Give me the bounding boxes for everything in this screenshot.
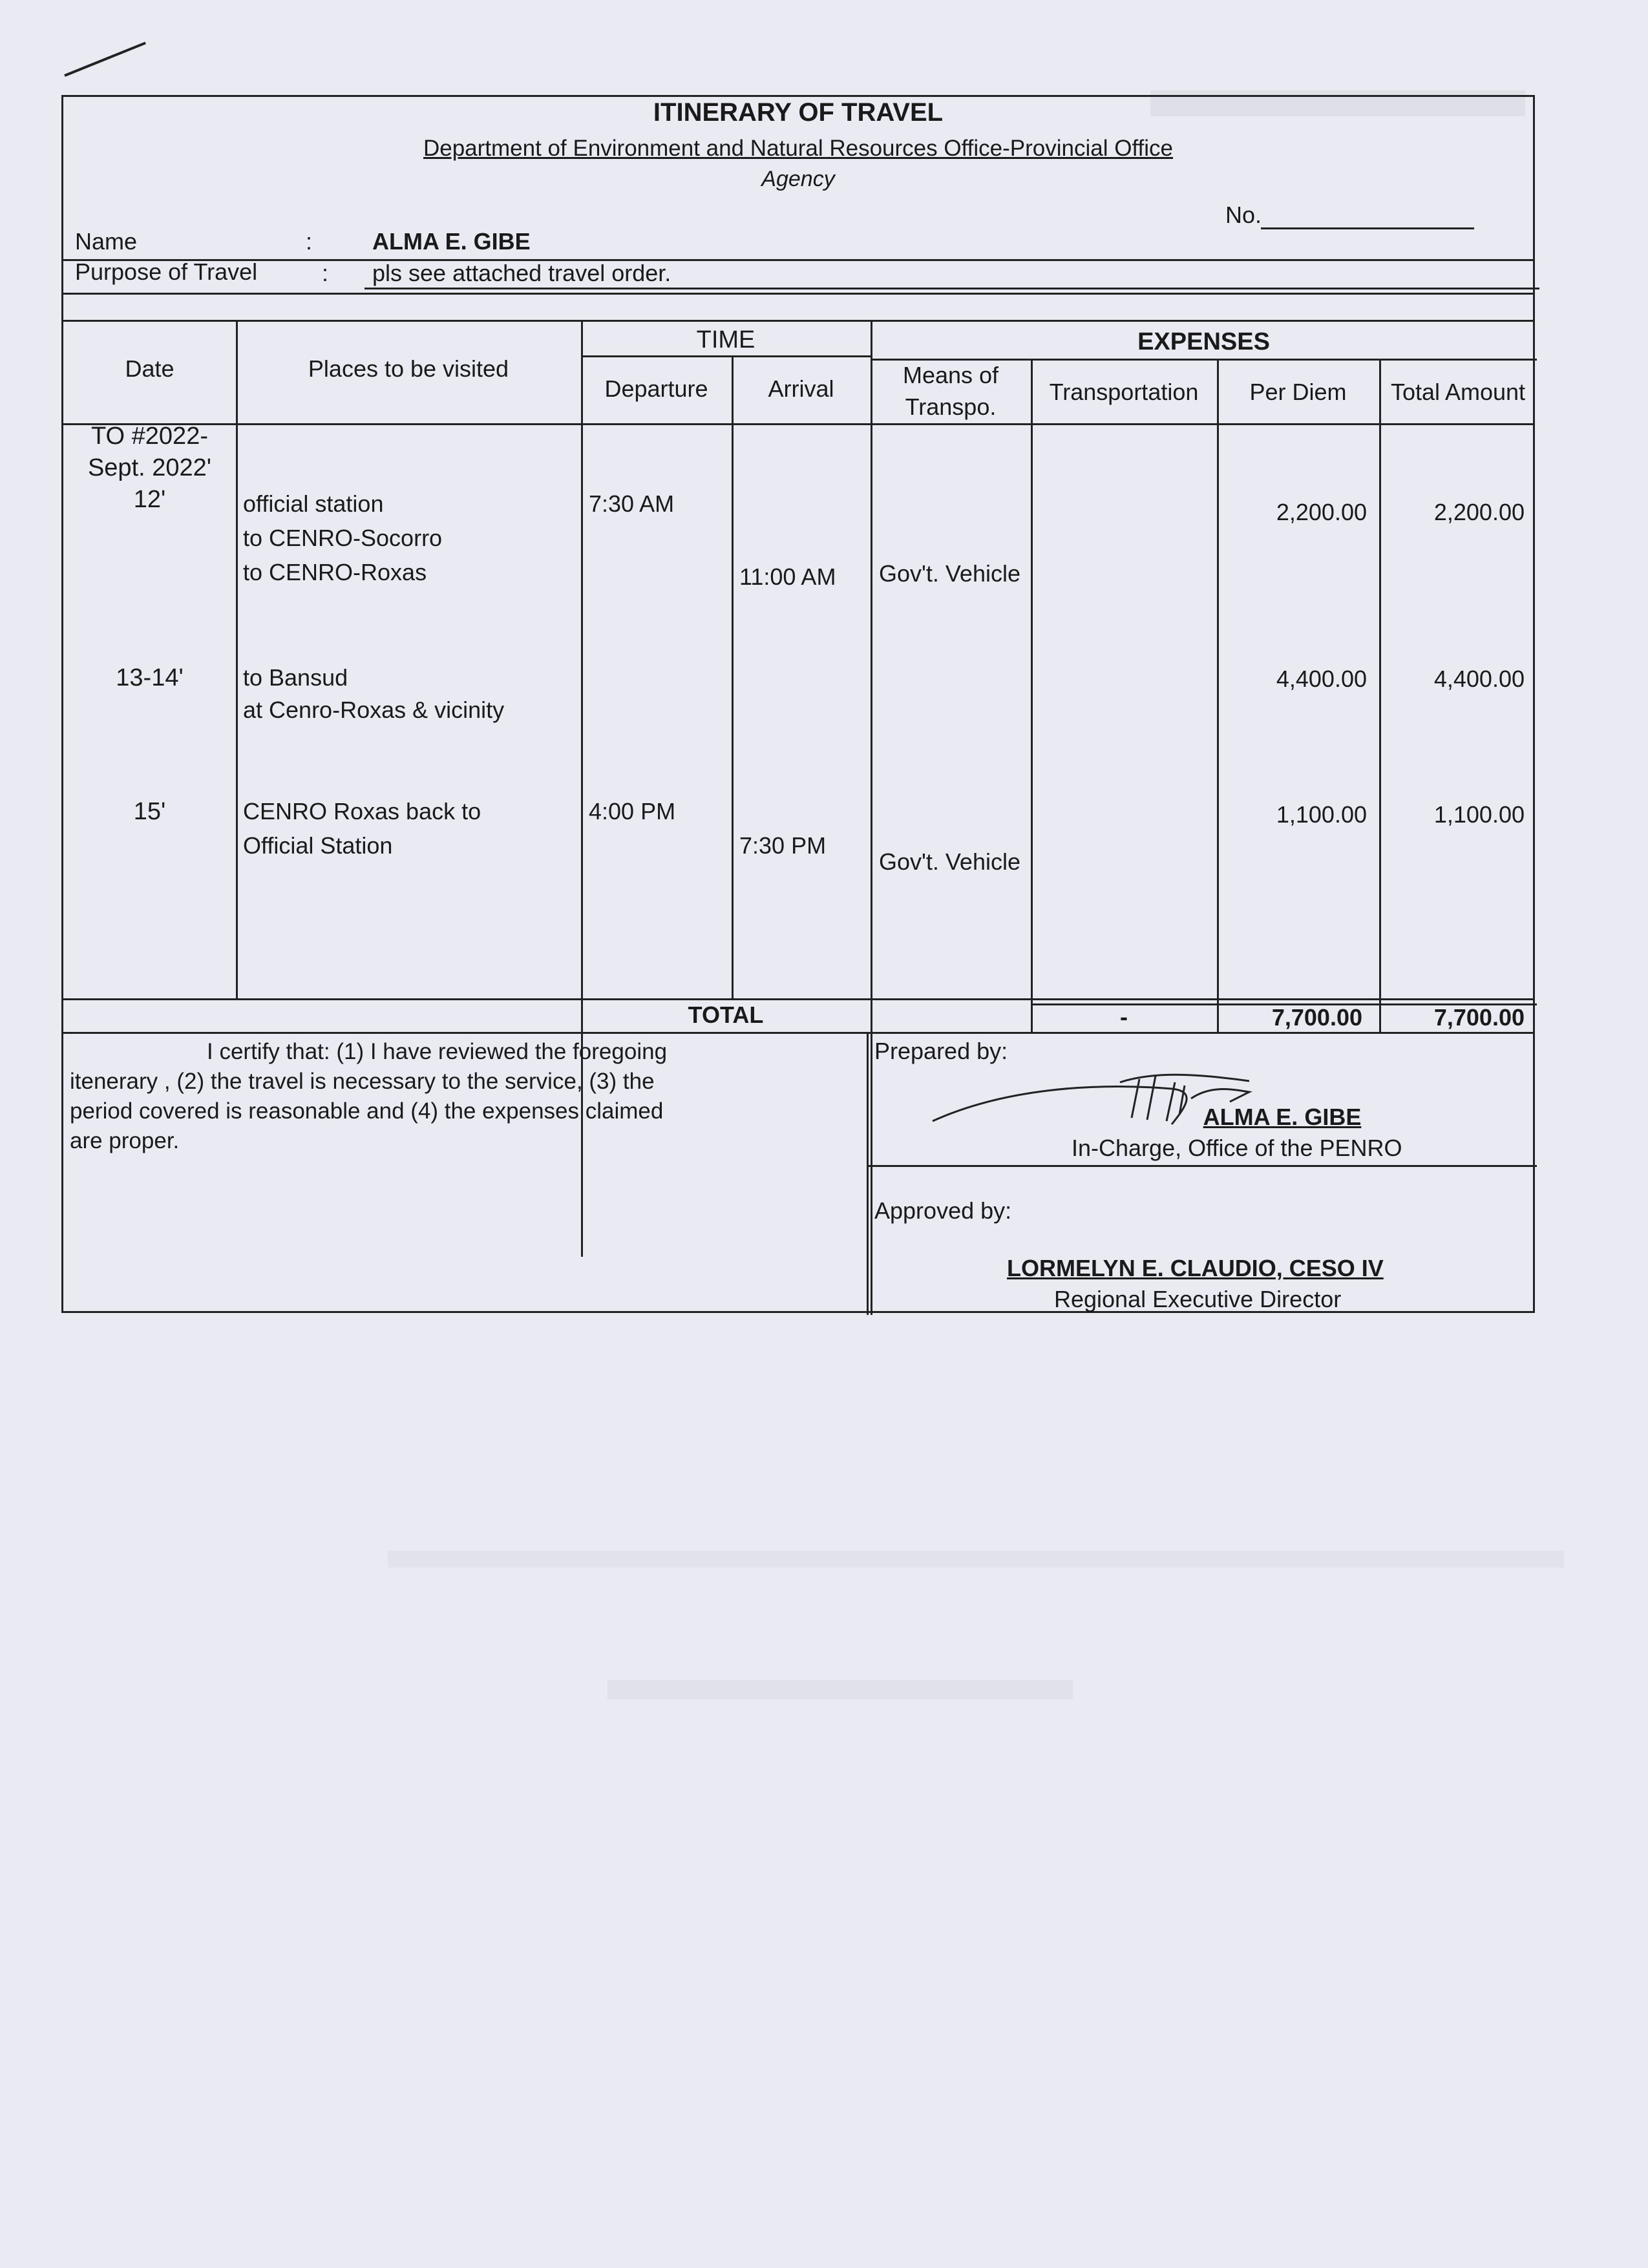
- signature-divider: [867, 1032, 869, 1315]
- no-line: [1261, 227, 1474, 229]
- row3-total: 1,100.00: [1433, 801, 1525, 828]
- row3-arrival: 7:30 PM: [739, 832, 827, 859]
- col-places: Places to be visited: [308, 355, 509, 382]
- expenses-rule: [871, 359, 1537, 361]
- total-bottom-rule: [63, 1032, 1533, 1034]
- col-divider: [236, 320, 238, 998]
- total-top-rule: [63, 998, 1533, 1000]
- row3-per-diem: 1,100.00: [1276, 801, 1367, 828]
- certification-line: are proper.: [70, 1128, 180, 1153]
- row2-place: at Cenro-Roxas & vicinity: [243, 697, 505, 723]
- approved-position: Regional Executive Director: [1054, 1286, 1342, 1312]
- approved-name: LORMELYN E. CLAUDIO, CESO IV: [1007, 1255, 1384, 1281]
- row3-means: Gov't. Vehicle: [879, 848, 1020, 875]
- col-means-1: Means of: [902, 362, 999, 388]
- certification-line: I certify that: (1) I have reviewed the foregoing: [207, 1039, 668, 1064]
- row3-departure: 4:00 PM: [589, 798, 676, 824]
- agency-label: Agency: [761, 167, 835, 191]
- table-top-rule: [63, 320, 1533, 322]
- col-divider: [1379, 359, 1381, 1032]
- name-value: ALMA E. GIBE: [372, 228, 531, 255]
- prepared-name: ALMA E. GIBE: [1203, 1104, 1362, 1130]
- row3-place: Official Station: [243, 832, 393, 859]
- row1-date-line1: TO #2022-: [91, 423, 208, 450]
- name-rule: [63, 259, 1533, 261]
- name-colon: :: [306, 228, 313, 255]
- row1-place: official station: [243, 490, 384, 517]
- total-amount: 7,700.00: [1433, 1004, 1525, 1031]
- approved-label: Approved by:: [874, 1197, 1012, 1224]
- certification-line: itenerary , (2) the travel is necessary to the service, (3) the: [70, 1069, 655, 1094]
- name-label: Name: [75, 228, 138, 255]
- total-per-diem: 7,700.00: [1271, 1004, 1362, 1031]
- col-means-2: Transpo.: [905, 394, 997, 420]
- col-total-amount: Total Amount: [1390, 379, 1526, 405]
- col-arrival: Arrival: [768, 375, 834, 402]
- col-time: TIME: [696, 326, 755, 353]
- header-bottom-rule: [63, 423, 1533, 425]
- purpose-label: Purpose of Travel: [75, 258, 258, 285]
- signature-rule: [867, 1165, 1537, 1167]
- row2-per-diem: 4,400.00: [1276, 666, 1367, 692]
- row1-date-line2: Sept. 2022': [87, 454, 212, 481]
- col-departure: Departure: [604, 375, 708, 402]
- col-transportation: Transportation: [1049, 379, 1199, 405]
- col-per-diem: Per Diem: [1249, 379, 1347, 405]
- row1-per-diem: 2,200.00: [1276, 499, 1367, 525]
- row1-place: to CENRO-Socorro: [243, 525, 443, 551]
- col-divider: [732, 355, 734, 998]
- purpose-colon: :: [322, 260, 329, 286]
- row2-date: 13-14': [116, 664, 184, 691]
- total-transportation: -: [1120, 1003, 1128, 1030]
- row1-arrival: 11:00 AM: [739, 563, 836, 590]
- purpose-rule: [364, 288, 1539, 289]
- purpose-value: pls see attached travel order.: [372, 260, 671, 286]
- col-expenses: EXPENSES: [1137, 328, 1270, 355]
- show-through-mark: [607, 1680, 1073, 1699]
- col-date: Date: [125, 355, 174, 382]
- form-title: ITINERARY OF TRAVEL: [653, 98, 944, 127]
- purpose-rule-2: [63, 293, 1533, 295]
- row3-place: CENRO Roxas back to: [243, 798, 481, 824]
- col-divider: [1217, 359, 1219, 1032]
- prepared-label: Prepared by:: [874, 1038, 1008, 1064]
- row1-date-line3: 12': [133, 486, 166, 513]
- pen-stroke: [64, 42, 146, 77]
- row1-place: to CENRO-Roxas: [243, 559, 427, 585]
- row2-place: to Bansud: [243, 664, 348, 691]
- row1-total: 2,200.00: [1433, 499, 1525, 525]
- row1-departure: 7:30 AM: [589, 490, 675, 517]
- no-label: No.: [1225, 202, 1262, 228]
- agency-name: Department of Environment and Natural Resources Office-Provincial Office: [423, 136, 1174, 161]
- time-rule: [581, 355, 871, 357]
- prepared-position: In-Charge, Office of the PENRO: [1072, 1135, 1402, 1161]
- certification-line: period covered is reasonable and (4) the expenses claimed: [70, 1098, 664, 1124]
- total-label: TOTAL: [688, 1002, 764, 1028]
- itinerary-form: [61, 95, 1535, 1313]
- row2-total: 4,400.00: [1433, 666, 1525, 692]
- row1-means: Gov't. Vehicle: [879, 560, 1020, 587]
- row3-date: 15': [133, 798, 166, 825]
- col-divider: [1031, 359, 1033, 1032]
- show-through-mark: [388, 1551, 1564, 1568]
